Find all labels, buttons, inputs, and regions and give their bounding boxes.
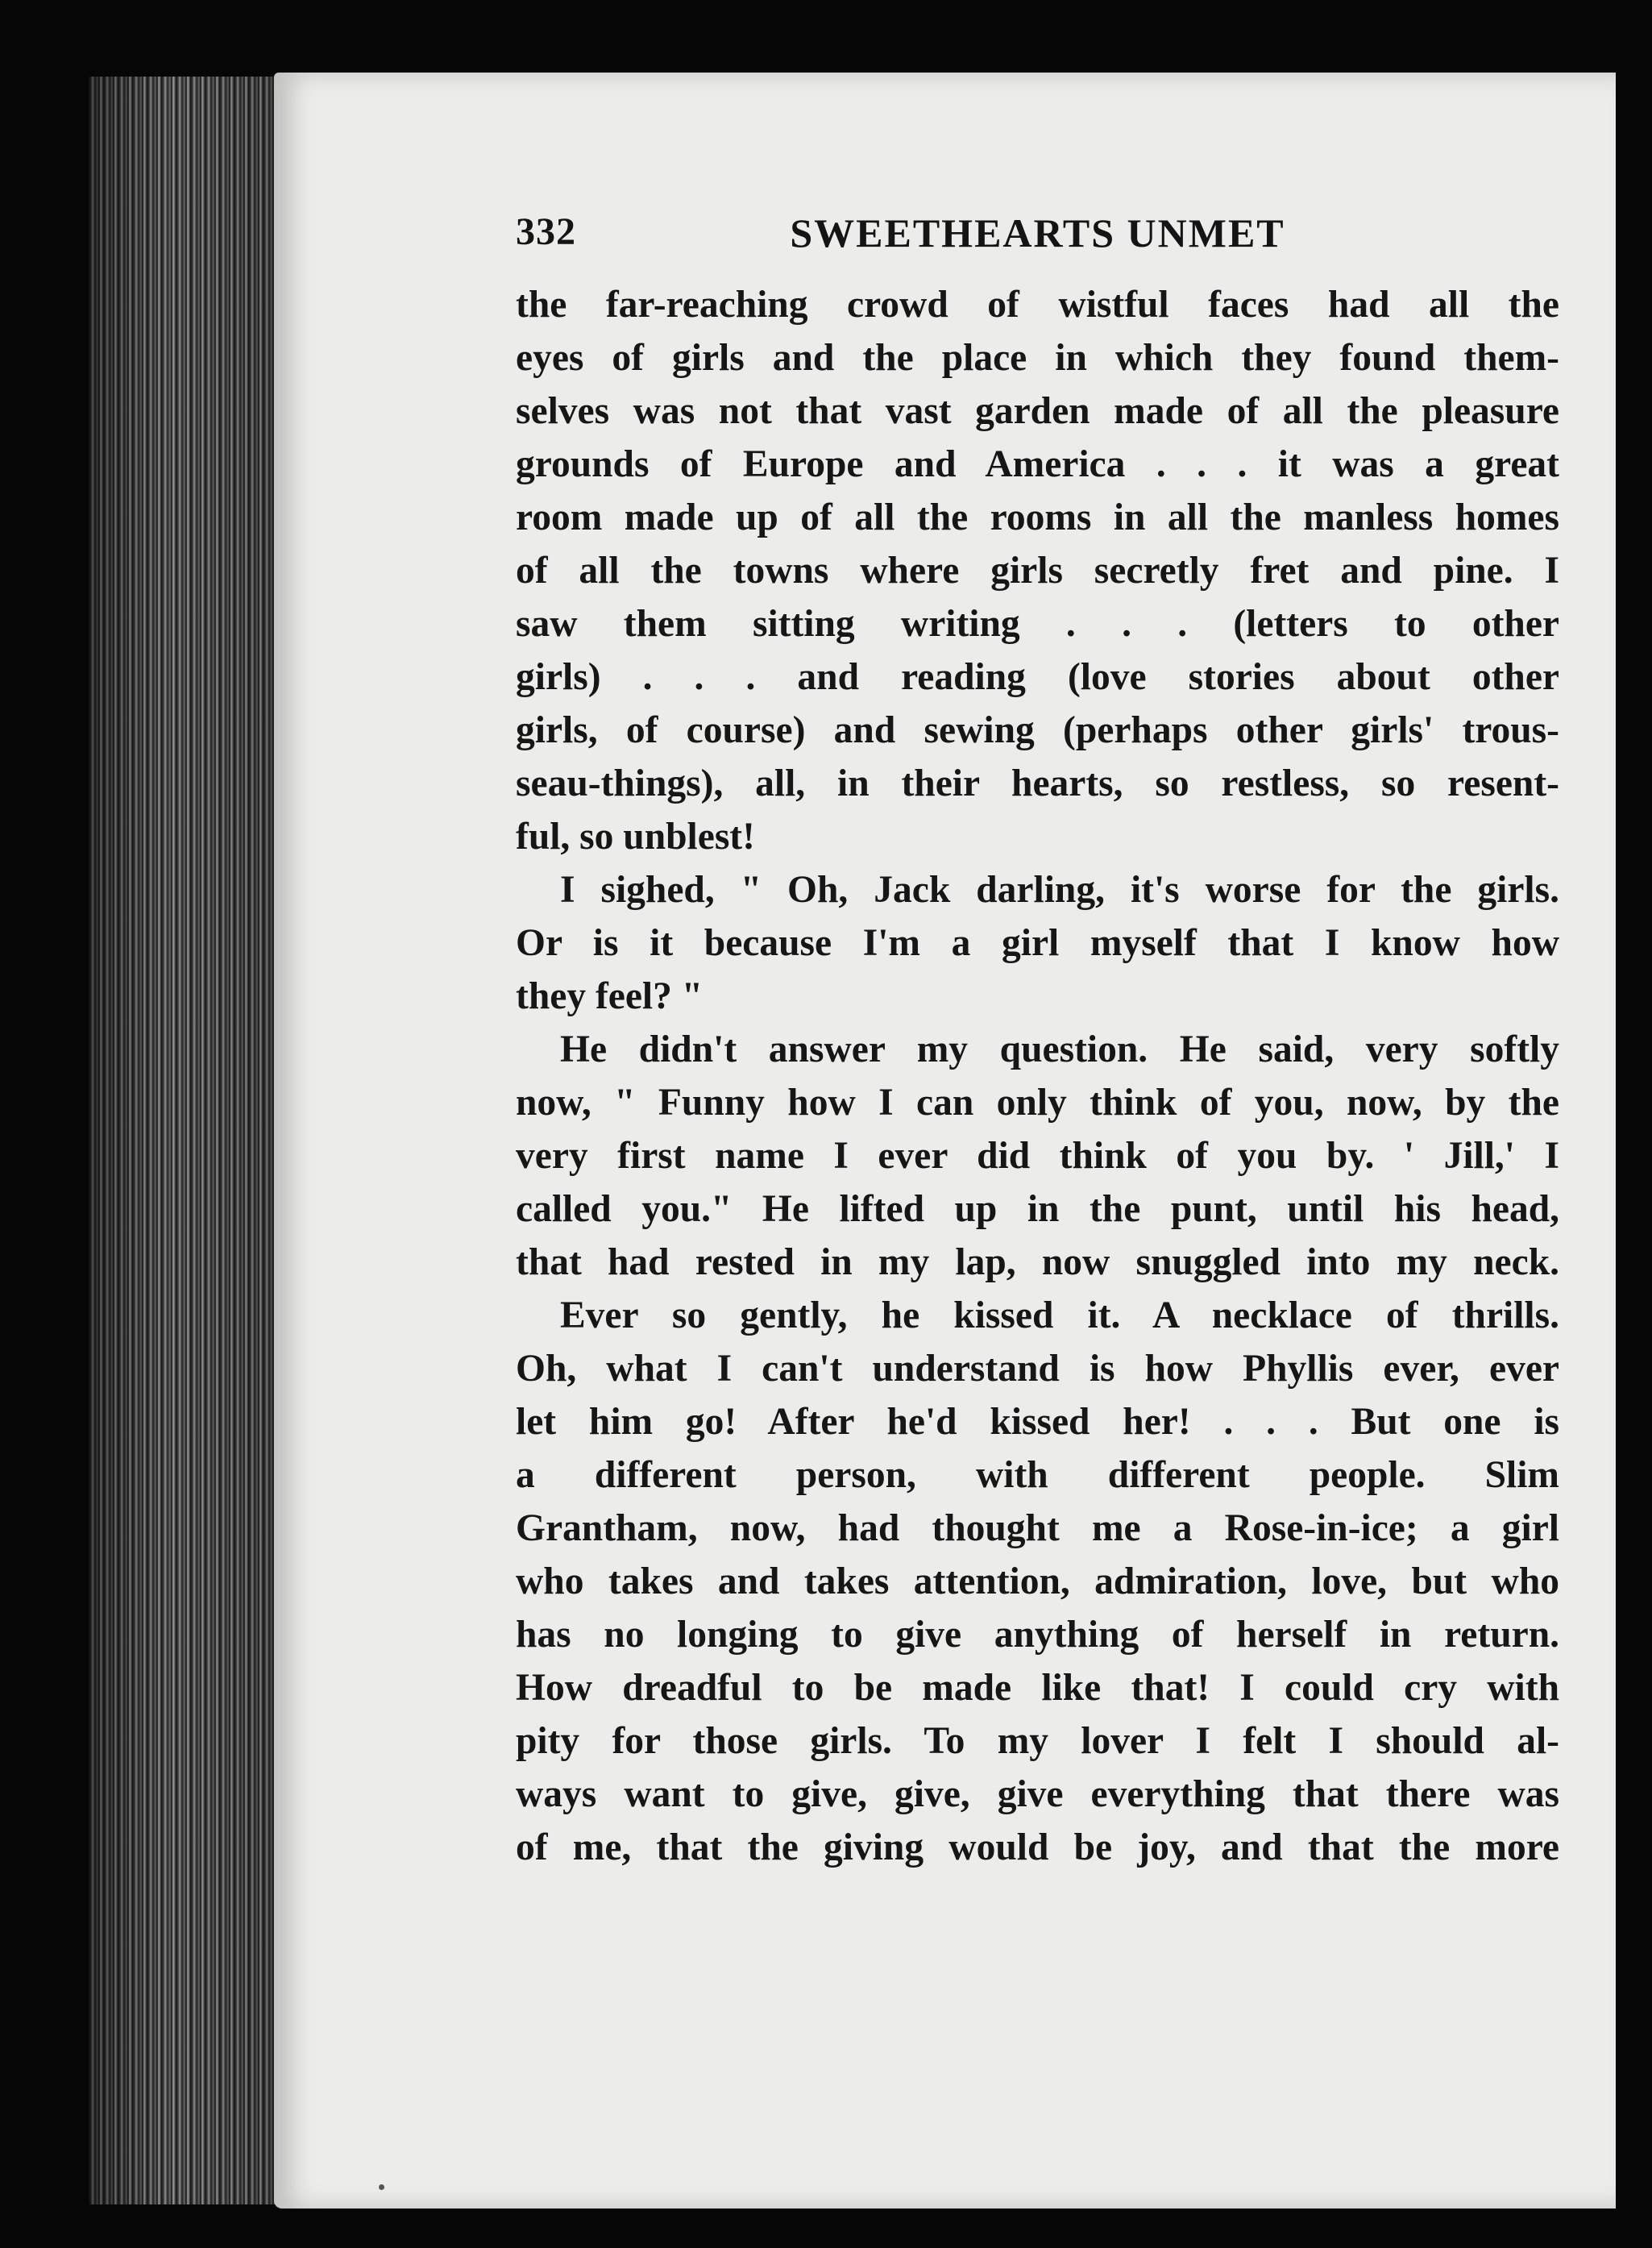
body-text <box>516 278 1559 1874</box>
text-line: How dreadful to be made like that! I could cry with <box>516 1667 1559 1709</box>
text-line: of me, that the giving would be joy, and that the more <box>516 1826 1559 1868</box>
text-line: saw them sitting writing . . . (letters to other <box>516 603 1559 645</box>
text-line: ful, so unblest! <box>516 816 755 858</box>
text-line: they feel? " <box>516 975 704 1017</box>
text-line: of all the towns where girls secretly fret and pine. I <box>516 550 1559 592</box>
text-line: seau-things), all, in their hearts, so restless, so resent- <box>516 762 1559 804</box>
text-line: He didn't answer my question. He said, very softly <box>560 1028 1559 1070</box>
text-line: I sighed, " Oh, Jack darling, it's worse for the girls. <box>560 869 1559 911</box>
text-line: ways want to give, give, give everything that there was <box>516 1773 1559 1815</box>
scan-speck <box>379 2184 384 2190</box>
book-page <box>274 73 1616 2209</box>
text-line: very first name I ever did think of you by. ' Jill,' I <box>516 1135 1559 1177</box>
text-line: Grantham, now, had thought me a Rose-in-ice; a girl <box>516 1507 1559 1549</box>
text-line: called you." He lifted up in the punt, until his head, <box>516 1188 1559 1230</box>
text-line: Ever so gently, he kissed it. A necklace of thrills. <box>560 1294 1559 1336</box>
text-line: room made up of all the rooms in all the manless homes <box>516 497 1559 538</box>
running-head <box>516 210 1559 282</box>
text-line: who takes and takes attention, admiration, love, but who <box>516 1560 1559 1602</box>
text-line: let him go! After he'd kissed her! . . . But one is <box>516 1401 1559 1443</box>
text-line: the far-reaching crowd of wistful faces had all the <box>516 284 1559 326</box>
text-line: Oh, what I can't understand is how Phyllis ever, ever <box>516 1348 1559 1390</box>
text-line: girls) . . . and reading (love stories about other <box>516 656 1559 698</box>
text-line: a different person, with different people. Slim <box>516 1454 1559 1496</box>
text-line: eyes of girls and the place in which they found them- <box>516 337 1559 379</box>
text-line: now, " Funny how I can only think of you, now, by the <box>516 1082 1559 1124</box>
text-line: Or is it because I'm a girl myself that I know how <box>516 922 1559 964</box>
text-line: has no longing to give anything of herself in return. <box>516 1614 1559 1656</box>
page-number: 332 <box>516 210 576 253</box>
running-title: SWEETHEARTS UNMET <box>790 210 1285 256</box>
text-line: pity for those girls. To my lover I felt I should al- <box>516 1720 1559 1762</box>
text-line: that had rested in my lap, now snuggled into my neck. <box>516 1241 1559 1283</box>
text-line: girls, of course) and sewing (perhaps other girls' trous- <box>516 709 1559 751</box>
text-line: grounds of Europe and America . . . it was a great <box>516 443 1559 485</box>
page-edge-shadow <box>89 77 290 2204</box>
text-line: selves was not that vast garden made of all the pleasure <box>516 390 1559 432</box>
